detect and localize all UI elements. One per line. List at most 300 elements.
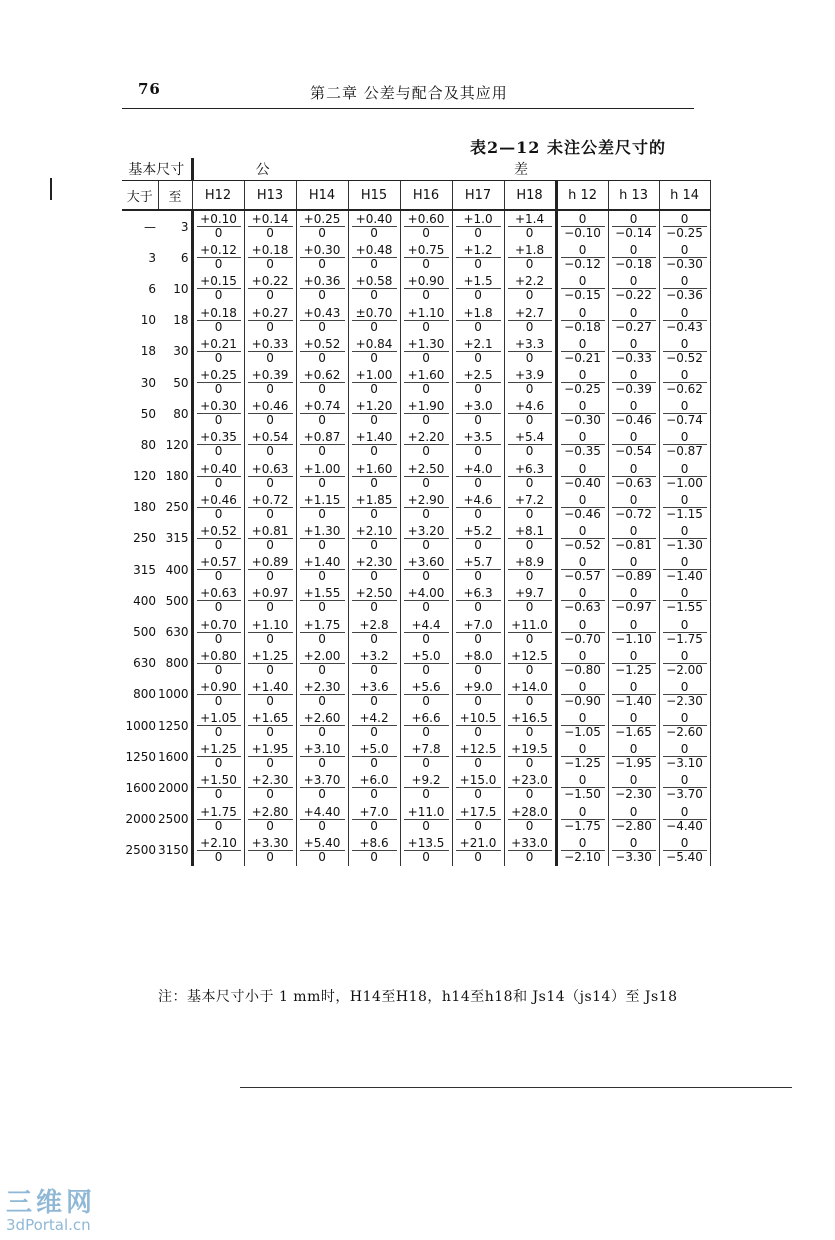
deviation-cell: [504, 772, 556, 803]
deviation-cell: [400, 616, 452, 647]
to-header: 至: [158, 181, 192, 211]
size-over-cell: 315: [133, 562, 156, 577]
deviation-cell: [400, 804, 452, 835]
lower-deviation: 0: [214, 569, 223, 584]
deviation-cell: [192, 367, 244, 398]
upper-deviation: +28.0: [508, 806, 552, 820]
upper-deviation: +6.3: [508, 463, 552, 477]
deviation-cell: [556, 741, 608, 772]
size-to-cell: 10: [158, 273, 192, 304]
deviation-cell: [296, 273, 348, 304]
upper-deviation: 0: [663, 494, 707, 508]
size-to-cell: 630: [158, 616, 192, 647]
upper-deviation: +2.5: [456, 369, 501, 383]
upper-deviation: +3.9: [508, 369, 552, 383]
deviation-cell: [659, 616, 710, 647]
deviation-cell: [400, 835, 452, 866]
upper-deviation: 0: [561, 743, 605, 757]
deviation-cell: [296, 772, 348, 803]
table-row: [122, 710, 710, 741]
deviation-cell: [608, 710, 659, 741]
lower-deviation: 0: [525, 662, 534, 677]
lower-deviation: −0.33: [615, 350, 652, 365]
deviation-cell: [452, 273, 504, 304]
lower-deviation: 0: [318, 444, 326, 459]
size-to-cell: 315: [158, 523, 192, 554]
deviation-cell: [659, 741, 710, 772]
lower-deviation: 0: [370, 662, 378, 677]
upper-deviation: 0: [561, 619, 605, 633]
upper-deviation: +1.10: [404, 307, 449, 321]
table-row: [122, 523, 710, 554]
lower-deviation: 0: [318, 537, 326, 552]
upper-deviation: 0: [612, 431, 656, 445]
deviation-cell: [348, 367, 400, 398]
size-to-cell: 6: [158, 242, 192, 273]
upper-deviation: +12.5: [508, 650, 552, 664]
upper-deviation: 0: [561, 806, 605, 820]
table-row: [122, 648, 710, 679]
deviation-cell: [192, 242, 244, 273]
lower-deviation: −0.14: [615, 226, 652, 241]
upper-deviation: +1.00: [352, 369, 397, 383]
lower-deviation: −0.21: [564, 350, 601, 365]
lower-deviation: 0: [422, 725, 430, 740]
lower-deviation: 0: [525, 257, 534, 272]
lower-deviation: 0: [474, 382, 482, 397]
lower-deviation: 0: [474, 288, 482, 303]
table-title: 表2—12 未注公差尺寸的: [470, 138, 666, 157]
deviation-cell: [400, 492, 452, 523]
deviation-cell: [400, 367, 452, 398]
deviation-cell: [452, 710, 504, 741]
deviation-cell: [504, 554, 556, 585]
upper-deviation: +0.15: [197, 275, 241, 289]
upper-deviation: +0.81: [248, 525, 293, 539]
deviation-cell: [504, 679, 556, 710]
size-over-cell: 6: [148, 281, 156, 296]
upper-deviation: 0: [663, 307, 707, 321]
upper-deviation: +1.85: [352, 494, 397, 508]
deviation-cell: [244, 398, 296, 429]
deviation-cell: [192, 305, 244, 336]
upper-deviation: 0: [663, 587, 707, 601]
upper-deviation: 0: [561, 463, 605, 477]
deviation-cell: [659, 273, 710, 304]
lower-deviation: 0: [266, 288, 274, 303]
column-header: H13: [244, 181, 296, 211]
lower-deviation: 0: [266, 693, 274, 708]
lower-deviation: −0.25: [666, 226, 703, 241]
deviation-cell: [348, 305, 400, 336]
lower-deviation: 0: [266, 787, 274, 802]
lower-deviation: 0: [266, 849, 274, 864]
deviation-cell: [192, 679, 244, 710]
deviation-cell: [504, 305, 556, 336]
watermark-url: 3dPortal.cn: [6, 1216, 91, 1234]
upper-deviation: +1.40: [248, 681, 293, 695]
deviation-cell: [244, 305, 296, 336]
deviation-cell: [296, 679, 348, 710]
lower-deviation: −0.54: [615, 444, 652, 459]
upper-deviation: +0.90: [404, 275, 449, 289]
table-row: [122, 242, 710, 273]
upper-deviation: 0: [663, 338, 707, 352]
size-over-cell: 120: [133, 469, 156, 484]
deviation-cell: [296, 741, 348, 772]
deviation-cell: [400, 242, 452, 273]
lower-deviation: −3.70: [666, 787, 703, 802]
table-row: [122, 585, 710, 616]
deviation-cell: [348, 804, 400, 835]
size-to-cell: 120: [158, 429, 192, 460]
upper-deviation: +2.20: [404, 431, 449, 445]
lower-deviation: 0: [214, 631, 223, 646]
upper-deviation: +1.65: [248, 712, 293, 726]
table-row: [122, 741, 710, 772]
lower-deviation: −0.30: [564, 413, 601, 428]
upper-deviation: 0: [663, 213, 707, 227]
upper-deviation: +1.8: [508, 244, 552, 258]
lower-deviation: 0: [266, 382, 274, 397]
upper-deviation: +0.63: [197, 587, 241, 601]
header-row-top: [122, 158, 710, 181]
lower-deviation: −0.46: [615, 413, 652, 428]
upper-deviation: 0: [663, 463, 707, 477]
column-header: H12: [192, 181, 244, 211]
deviation-cell: [400, 741, 452, 772]
lower-deviation: 0: [370, 693, 378, 708]
deviation-cell: [608, 210, 659, 242]
upper-deviation: +1.20: [352, 400, 397, 414]
deviation-cell: [659, 242, 710, 273]
lower-deviation: 0: [474, 257, 482, 272]
size-to-cell: 500: [158, 585, 192, 616]
upper-deviation: +5.0: [352, 743, 397, 757]
upper-deviation: +1.25: [248, 650, 293, 664]
deviation-cell: [348, 210, 400, 242]
upper-deviation: +1.40: [352, 431, 397, 445]
upper-deviation: +0.36: [300, 275, 345, 289]
lower-deviation: −0.30: [666, 257, 703, 272]
lower-deviation: −1.55: [666, 600, 703, 615]
upper-deviation: +8.0: [456, 650, 501, 664]
upper-deviation: +4.6: [456, 494, 501, 508]
header-rule: [122, 108, 694, 109]
lower-deviation: 0: [266, 818, 274, 833]
size-over-cell: 1250: [125, 749, 156, 764]
upper-deviation: 0: [663, 244, 707, 258]
lower-deviation: −0.35: [564, 444, 601, 459]
upper-deviation: +2.30: [248, 774, 293, 788]
table-row: [122, 616, 710, 647]
lower-deviation: −0.87: [666, 444, 703, 459]
size-to-cell: 180: [158, 461, 192, 492]
table-row: [122, 273, 710, 304]
upper-deviation: +0.30: [197, 400, 241, 414]
deviation-cell: [504, 398, 556, 429]
size-to-cell: 3: [158, 210, 192, 242]
lower-deviation: −3.30: [615, 849, 652, 864]
deviation-cell: [348, 242, 400, 273]
upper-deviation: +3.70: [300, 774, 345, 788]
lower-deviation: 0: [525, 350, 534, 365]
lower-deviation: −0.63: [615, 475, 652, 490]
lower-deviation: 0: [266, 350, 274, 365]
lower-deviation: 0: [525, 382, 534, 397]
deviation-cell: [400, 648, 452, 679]
lower-deviation: −2.60: [666, 725, 703, 740]
lower-deviation: −0.22: [615, 288, 652, 303]
lower-deviation: 0: [525, 600, 534, 615]
upper-deviation: +7.0: [352, 806, 397, 820]
upper-deviation: +1.8: [456, 307, 501, 321]
table-note: 注：基本尺寸小于 1 mm时，H14至H18，h14至h18和 Js14（js14）至 Js18: [158, 989, 678, 1005]
lower-deviation: 0: [318, 725, 326, 740]
size-to-cell: 250: [158, 492, 192, 523]
lower-deviation: 0: [214, 818, 223, 833]
upper-deviation: 0: [561, 774, 605, 788]
lower-deviation: 0: [370, 631, 378, 646]
deviation-cell: [452, 367, 504, 398]
deviation-cell: [556, 398, 608, 429]
running-header: 第二章 公差与配合及其应用: [310, 84, 508, 102]
deviation-cell: [296, 242, 348, 273]
deviation-cell: [659, 710, 710, 741]
deviation-cell: [296, 210, 348, 242]
upper-deviation: +16.5: [508, 712, 552, 726]
upper-deviation: +0.18: [248, 244, 293, 258]
lower-deviation: 0: [266, 662, 274, 677]
table-row: [122, 398, 710, 429]
lower-deviation: 0: [474, 413, 482, 428]
upper-deviation: 0: [612, 400, 656, 414]
lower-deviation: −2.30: [615, 787, 652, 802]
deviation-cell: [608, 429, 659, 460]
upper-deviation: +2.7: [508, 307, 552, 321]
deviation-cell: [244, 367, 296, 398]
upper-deviation: +3.0: [456, 400, 501, 414]
size-over-cell: 10: [140, 313, 156, 328]
upper-deviation: +2.2: [508, 275, 552, 289]
upper-deviation: +2.8: [352, 619, 397, 633]
deviation-cell: [659, 648, 710, 679]
lower-deviation: 0: [318, 382, 326, 397]
upper-deviation: +0.72: [248, 494, 293, 508]
upper-deviation: +3.6: [352, 681, 397, 695]
upper-deviation: +4.0: [456, 463, 501, 477]
upper-deviation: 0: [561, 681, 605, 695]
lower-deviation: 0: [474, 787, 482, 802]
upper-deviation: +4.40: [300, 806, 345, 820]
size-over-cell: 2500: [125, 843, 156, 858]
table-row: [122, 336, 710, 367]
deviation-cell: [504, 273, 556, 304]
lower-deviation: 0: [422, 537, 430, 552]
lower-deviation: 0: [266, 319, 274, 334]
upper-deviation: +0.10: [197, 213, 241, 227]
lower-deviation: 0: [422, 849, 430, 864]
lower-deviation: 0: [422, 319, 430, 334]
upper-deviation: 0: [612, 244, 656, 258]
upper-deviation: +11.0: [508, 619, 552, 633]
deviation-cell: [452, 616, 504, 647]
size-over-cell: 3: [148, 250, 156, 265]
deviation-cell: [504, 835, 556, 866]
lower-deviation: −1.10: [615, 631, 652, 646]
lower-deviation: 0: [318, 475, 326, 490]
deviation-cell: [296, 336, 348, 367]
lower-deviation: 0: [318, 600, 326, 615]
deviation-cell: [244, 741, 296, 772]
deviation-cell: [659, 367, 710, 398]
upper-deviation: +0.39: [248, 369, 293, 383]
lower-deviation: 0: [266, 756, 274, 771]
table-row: [122, 210, 710, 242]
upper-deviation: 0: [561, 494, 605, 508]
deviation-cell: [504, 648, 556, 679]
lower-deviation: 0: [370, 382, 378, 397]
lower-deviation: −0.12: [564, 257, 601, 272]
lower-deviation: 0: [525, 475, 534, 490]
deviation-cell: [659, 305, 710, 336]
deviation-cell: [556, 461, 608, 492]
deviation-cell: [400, 679, 452, 710]
deviation-cell: [452, 648, 504, 679]
deviation-cell: [244, 679, 296, 710]
upper-deviation: 0: [561, 525, 605, 539]
deviation-cell: [608, 305, 659, 336]
lower-deviation: 0: [422, 506, 430, 521]
upper-deviation: +13.5: [404, 837, 449, 851]
lower-deviation: −0.25: [564, 382, 601, 397]
upper-deviation: +6.6: [404, 712, 449, 726]
lower-deviation: 0: [525, 725, 534, 740]
upper-deviation: 0: [612, 463, 656, 477]
deviation-cell: [296, 429, 348, 460]
deviation-cell: [296, 398, 348, 429]
deviation-cell: [659, 461, 710, 492]
upper-deviation: +1.5: [456, 275, 501, 289]
upper-deviation: 0: [663, 837, 707, 851]
lower-deviation: 0: [370, 506, 378, 521]
deviation-cell: [556, 210, 608, 242]
upper-deviation: 0: [561, 431, 605, 445]
deviation-cell: [348, 772, 400, 803]
deviation-cell: [296, 305, 348, 336]
upper-deviation: +0.60: [404, 213, 449, 227]
upper-deviation: +3.20: [404, 525, 449, 539]
upper-deviation: 0: [561, 275, 605, 289]
deviation-cell: [244, 461, 296, 492]
column-header: H14: [296, 181, 348, 211]
deviation-cell: [452, 461, 504, 492]
lower-deviation: 0: [422, 693, 430, 708]
upper-deviation: +1.60: [404, 369, 449, 383]
lower-deviation: 0: [318, 693, 326, 708]
lower-deviation: 0: [318, 413, 326, 428]
lower-deviation: 0: [525, 226, 534, 241]
deviation-cell: [244, 336, 296, 367]
deviation-cell: [244, 710, 296, 741]
deviation-cell: [244, 648, 296, 679]
deviation-cell: [400, 305, 452, 336]
tolerance-table: [122, 158, 711, 866]
table-row: [122, 367, 710, 398]
lower-deviation: 0: [370, 787, 378, 802]
upper-deviation: +3.60: [404, 556, 449, 570]
lower-deviation: 0: [422, 569, 430, 584]
upper-deviation: +11.0: [404, 806, 449, 820]
upper-deviation: 0: [612, 494, 656, 508]
upper-deviation: +0.87: [300, 431, 345, 445]
upper-deviation: +6.0: [352, 774, 397, 788]
upper-deviation: +4.2: [352, 712, 397, 726]
deviation-cell: [348, 492, 400, 523]
deviation-cell: [504, 210, 556, 242]
lower-deviation: −1.65: [615, 725, 652, 740]
deviation-cell: [659, 336, 710, 367]
upper-deviation: +8.6: [352, 837, 397, 851]
upper-deviation: 0: [561, 213, 605, 227]
upper-deviation: +0.40: [352, 213, 397, 227]
size-to-cell: 2000: [158, 772, 192, 803]
upper-deviation: 0: [612, 712, 656, 726]
deviation-cell: [296, 616, 348, 647]
deviation-cell: [452, 523, 504, 554]
deviation-cell: [192, 523, 244, 554]
lower-deviation: 0: [266, 600, 274, 615]
column-header: H18: [504, 181, 556, 211]
upper-deviation: +14.0: [508, 681, 552, 695]
deviation-cell: [348, 429, 400, 460]
upper-deviation: +5.7: [456, 556, 501, 570]
upper-deviation: 0: [663, 774, 707, 788]
upper-deviation: +1.2: [456, 244, 501, 258]
lower-deviation: 0: [474, 506, 482, 521]
deviation-cell: [556, 429, 608, 460]
upper-deviation: +0.57: [197, 556, 241, 570]
deviation-cell: [608, 804, 659, 835]
deviation-cell: [296, 648, 348, 679]
lower-deviation: 0: [525, 818, 534, 833]
deviation-cell: [244, 835, 296, 866]
lower-deviation: 0: [474, 662, 482, 677]
upper-deviation: +3.5: [456, 431, 501, 445]
deviation-cell: [556, 804, 608, 835]
upper-deviation: 0: [561, 712, 605, 726]
upper-deviation: +17.5: [456, 806, 501, 820]
lower-deviation: −3.10: [666, 756, 703, 771]
lower-deviation: 0: [214, 725, 223, 740]
upper-deviation: 0: [612, 837, 656, 851]
lower-deviation: −0.72: [615, 506, 652, 521]
lower-deviation: 0: [474, 475, 482, 490]
lower-deviation: −0.81: [615, 537, 652, 552]
lower-deviation: −2.00: [666, 662, 703, 677]
column-header: H16: [400, 181, 452, 211]
deviation-cell: [400, 429, 452, 460]
lower-deviation: −1.30: [666, 537, 703, 552]
deviation-cell: [348, 273, 400, 304]
lower-deviation: 0: [214, 506, 223, 521]
lower-deviation: −0.52: [564, 537, 601, 552]
deviation-cell: [452, 741, 504, 772]
lower-deviation: 0: [525, 413, 534, 428]
upper-deviation: +0.33: [248, 338, 293, 352]
lower-deviation: 0: [370, 350, 378, 365]
deviation-cell: [659, 804, 710, 835]
